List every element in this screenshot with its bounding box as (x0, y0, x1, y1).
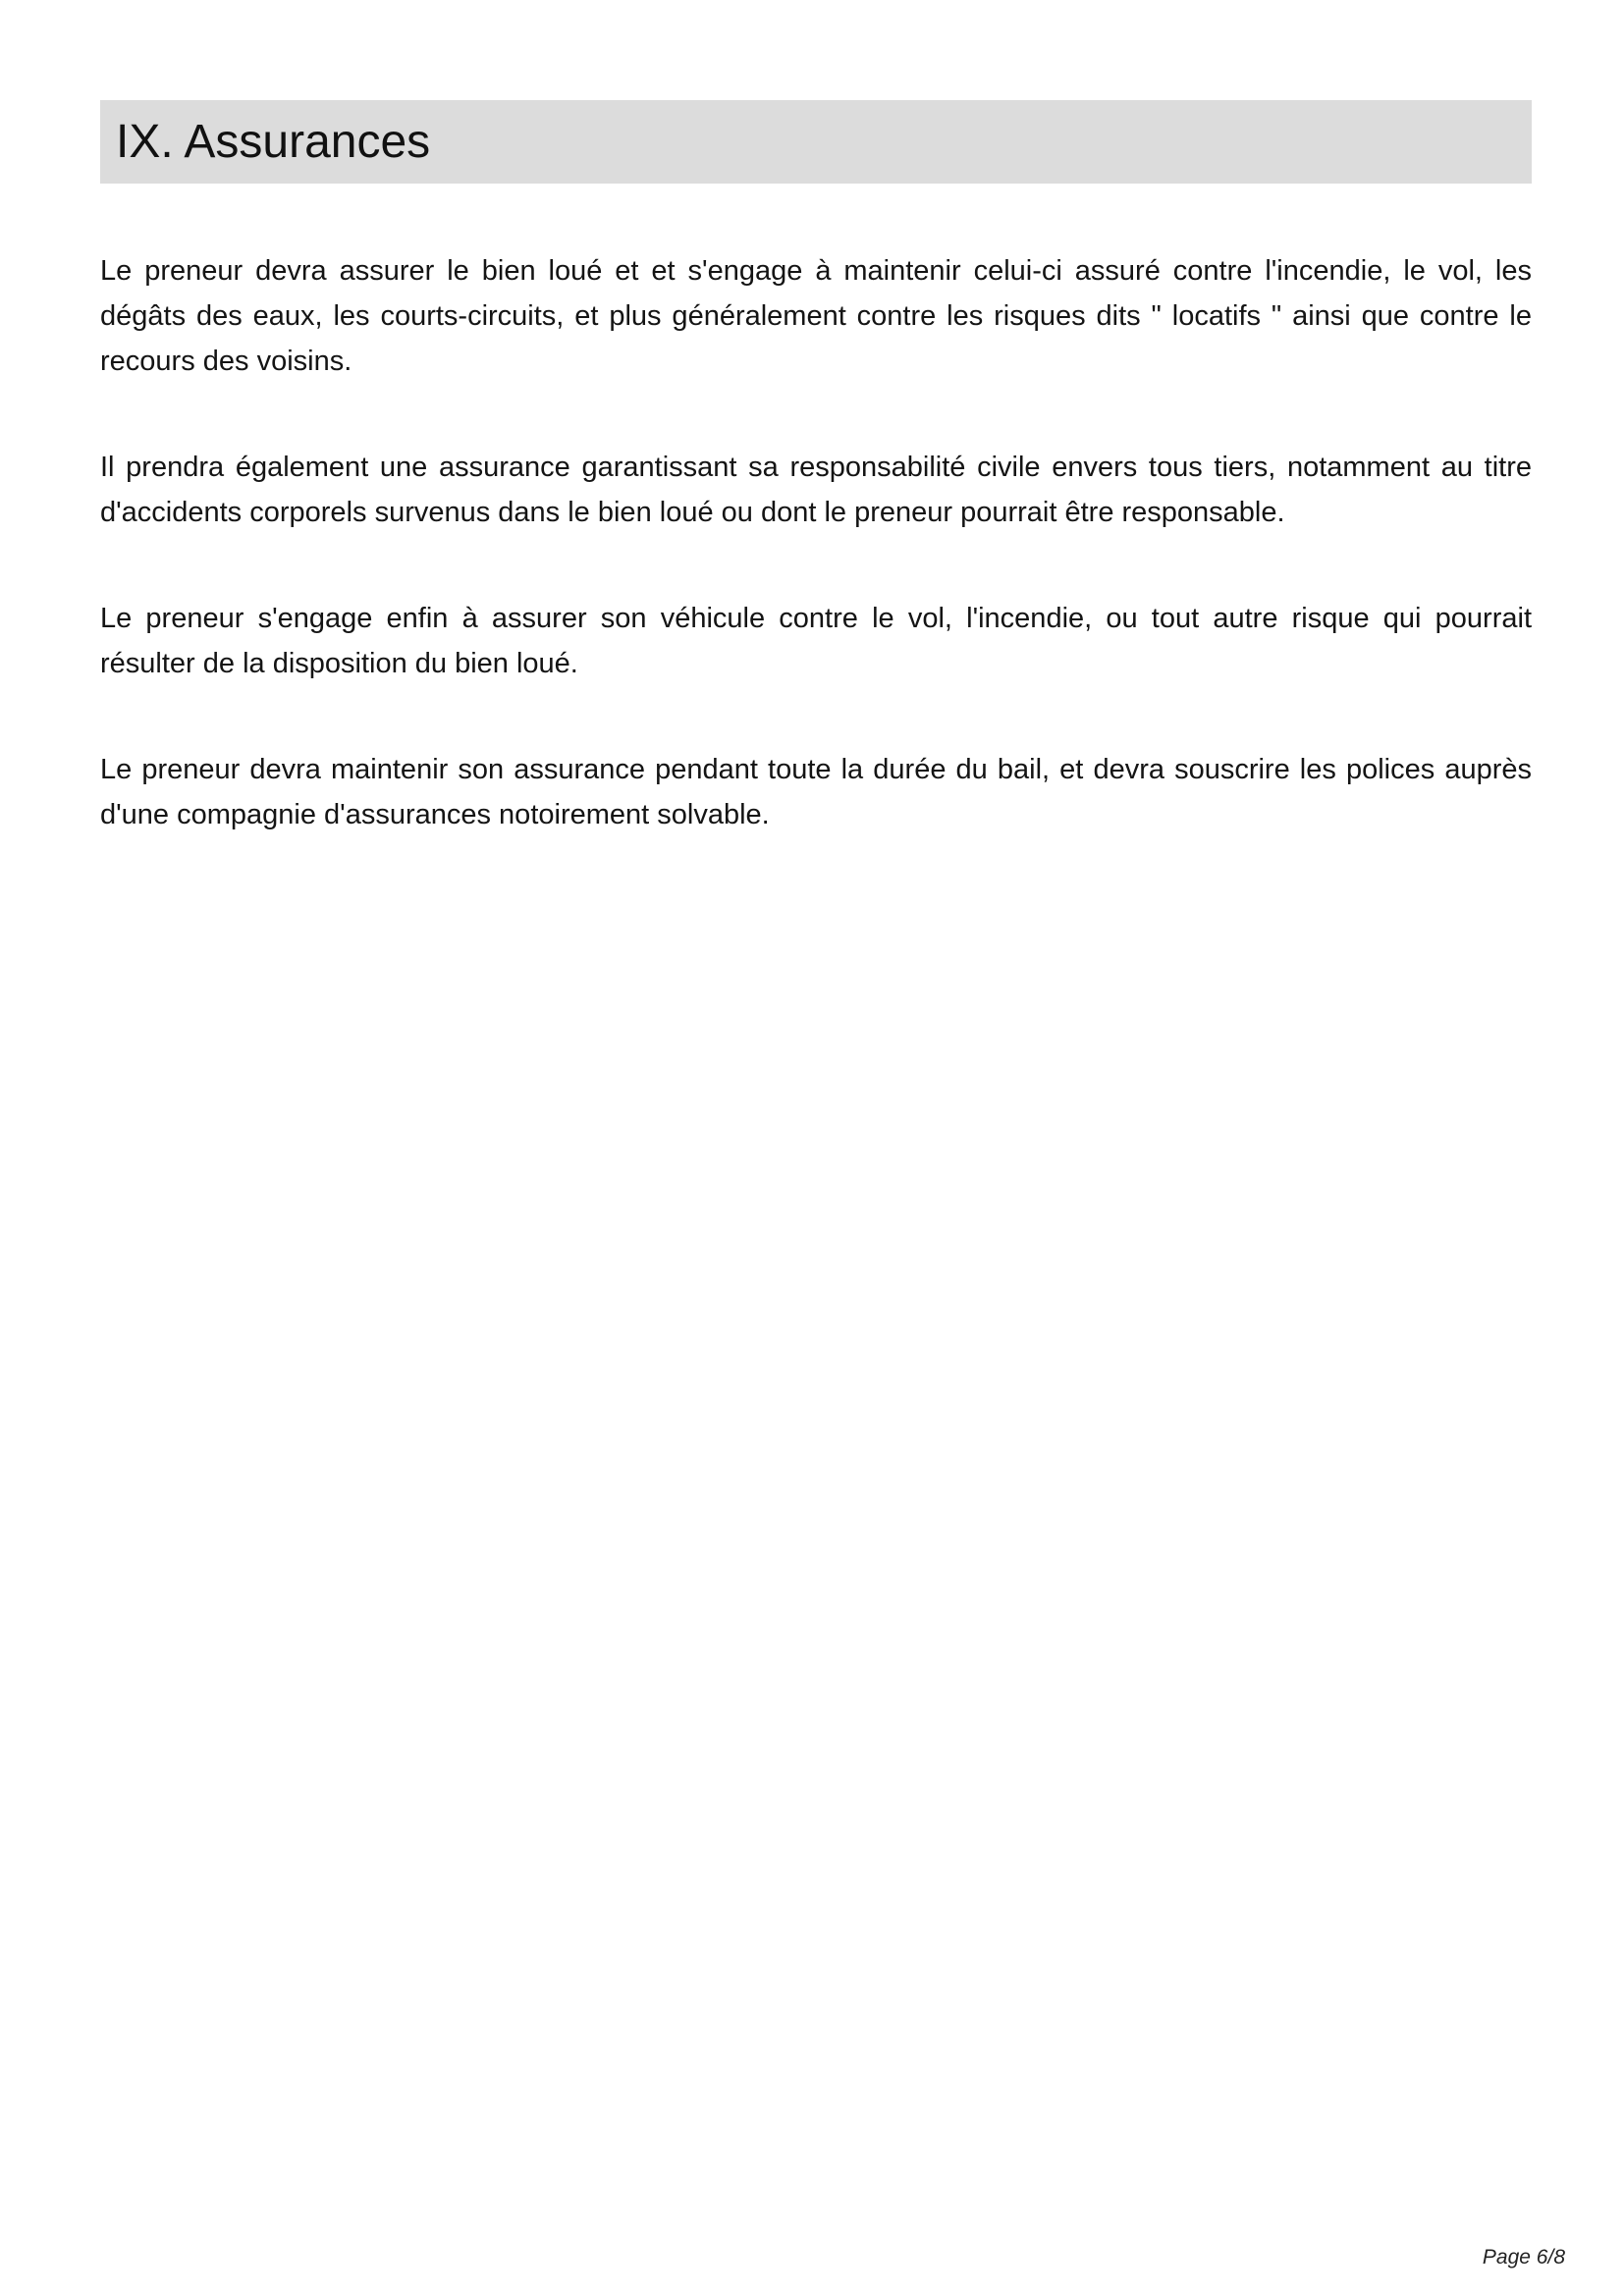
section-header-bar (100, 100, 1532, 184)
paragraph-responsabilite-civile: Il prendra également une assurance garantissant sa responsabilité civile envers tous tiers, notamment au titre d'accidents corporels survenus dans le bien loué ou dont le preneur pourrait être responsable. (100, 452, 1532, 528)
section-title: IX. Assurances (116, 115, 431, 168)
paragraph-assurance-vehicule: Le preneur s'engage enfin à assurer son véhicule contre le vol, l'incendie, ou tout autre risque qui pourrait résulter de la disposition du bien loué. (100, 603, 1532, 679)
section-body (100, 248, 1532, 898)
paragraph-assurance-risques-locatifs: Le preneur devra assurer le bien loué et et s'engage à maintenir celui-ci assuré contre l'incendie, le vol, les dégâts des eaux, les courts-circuits, et plus généralement contre les risques dits " locatifs " ainsi que contre le recours des voisins. (100, 255, 1532, 377)
page-number: Page 6/8 (1482, 2246, 1565, 2269)
paragraph-duree-assurance: Le preneur devra maintenir son assurance pendant toute la durée du bail, et devra souscrire les polices auprès d'une compagnie d'assurances notoirement solvable. (100, 754, 1532, 830)
